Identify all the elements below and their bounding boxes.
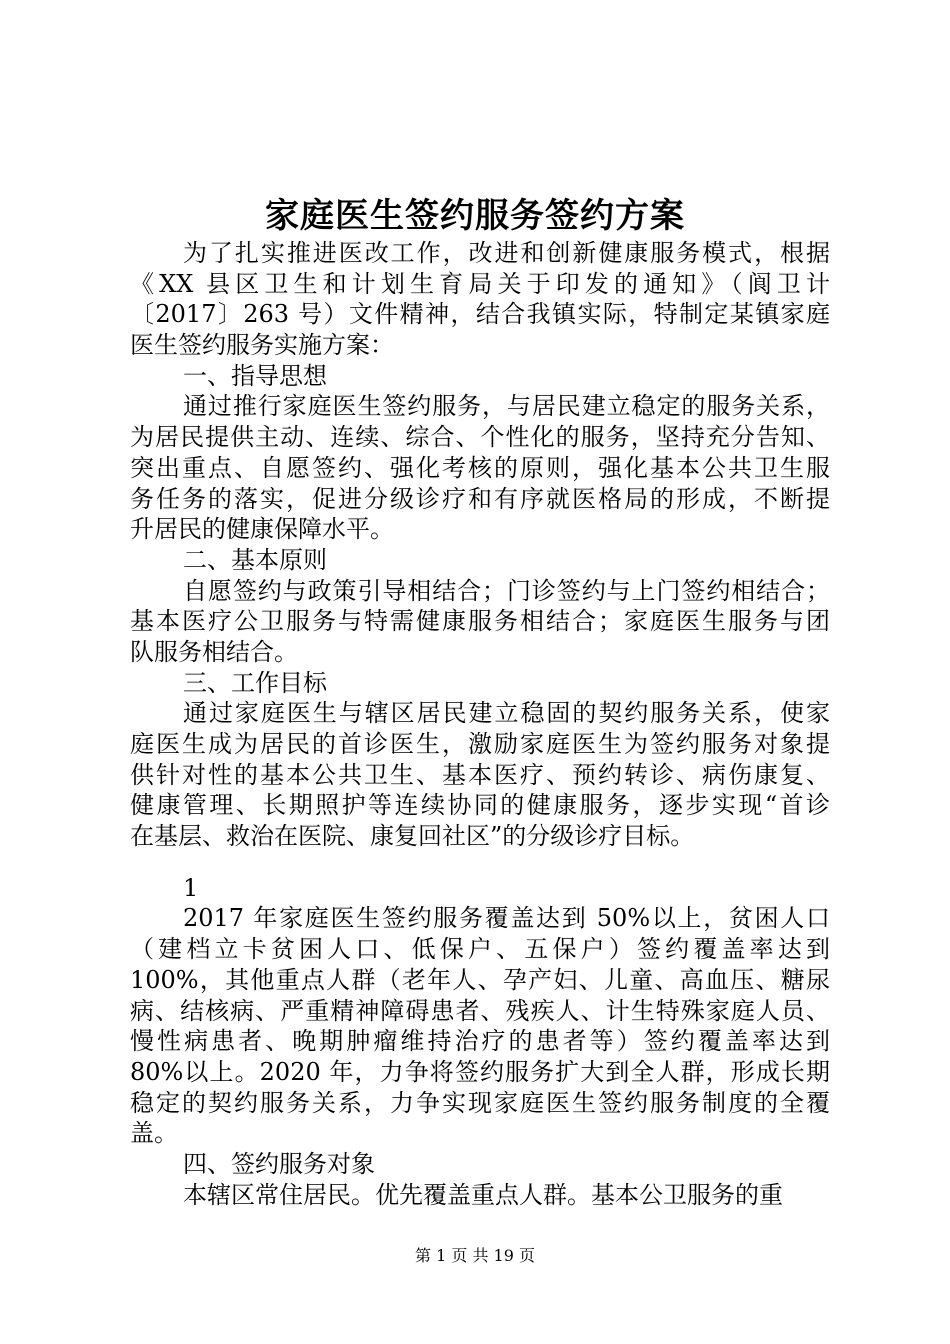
paragraph bbox=[130, 238, 830, 361]
paragraph bbox=[130, 698, 830, 851]
text-line: 通过家庭医生与辖区居民建立稳固的契约服务关系，使家 bbox=[183, 699, 830, 728]
text-line: 突出重点、自愿签约、强化考核的原则，强化基本公共卫生服 bbox=[130, 453, 830, 482]
text-line: 1 bbox=[183, 873, 199, 902]
text-line: 为了扎实推进医改工作，改进和创新健康服务模式，根据 bbox=[183, 239, 830, 267]
text-line: 稳定的契约服务关系，力争实现家庭医生签约服务制度的全覆 bbox=[130, 1088, 830, 1117]
text-line: 基本医疗公卫服务与特需健康服务相结合；家庭医生服务与团 bbox=[130, 607, 830, 636]
text-line: 供针对性的基本公共卫生、基本医疗、预约转诊、病伤康复、 bbox=[130, 760, 830, 789]
paragraph bbox=[130, 1149, 830, 1180]
text-line: 健康管理、长期照护等连续协同的健康服务，逐步实现“首诊 bbox=[130, 791, 830, 820]
text-line: 〔2017〕263 号）文件精神，结合我镇实际，特制定某镇家庭 bbox=[130, 300, 830, 329]
text-line: 100%，其他重点人群（老年人、孕产妇、儿童、高血压、糖尿 bbox=[130, 965, 830, 994]
text-line: 2017 年家庭医生签约服务覆盖达到 50%以上，贫困人口 bbox=[183, 904, 830, 933]
text-line: 庭医生成为居民的首诊医生，激励家庭医生为签约服务对象提 bbox=[130, 730, 830, 758]
text-line: 在基层、救治在医院、康复回社区”的分级诊疗目标。 bbox=[130, 822, 695, 851]
paragraph bbox=[130, 391, 830, 544]
text-line: 医生签约服务实施方案： bbox=[130, 331, 394, 360]
text-line: （建档立卡贫困人口、低保户、五保户）签约覆盖率达到 bbox=[130, 935, 830, 964]
text-line: 二、基本原则 bbox=[183, 545, 327, 574]
paragraph bbox=[130, 545, 830, 576]
text-line: 四、签约服务对象 bbox=[183, 1149, 375, 1178]
document-title: 家庭医生签约服务签约方案 bbox=[265, 196, 685, 236]
paragraph bbox=[130, 903, 830, 1149]
text-line: 通过推行家庭医生签约服务，与居民建立稳定的服务关系， bbox=[183, 392, 830, 421]
text-line: 三、工作目标 bbox=[183, 668, 327, 697]
paragraph bbox=[130, 1180, 830, 1211]
page-footer: 第 1 页 共 19 页 bbox=[415, 1246, 535, 1265]
text-line: 本辖区常住居民。优先覆盖重点人群。基本公卫服务的重 bbox=[183, 1180, 783, 1209]
text-line: 《XX 县区卫生和计划生育局关于印发的通知》（阆卫计 bbox=[130, 269, 830, 298]
text-line: 为居民提供主动、连续、综合、个性化的服务，坚持充分告知、 bbox=[130, 423, 830, 452]
text-line: 盖。 bbox=[130, 1119, 178, 1148]
paragraph bbox=[130, 873, 830, 904]
document-body bbox=[130, 238, 830, 1210]
text-line: 慢性病患者、晚期肿瘤维持治疗的患者等）签约覆盖率达到 bbox=[130, 1027, 830, 1056]
text-line: 务任务的落实，促进分级诊疗和有序就医格局的形成，不断提 bbox=[130, 484, 830, 513]
paragraph bbox=[130, 576, 830, 668]
text-line: 升居民的健康保障水平。 bbox=[130, 515, 394, 544]
text-line: 队服务相结合。 bbox=[130, 637, 298, 666]
paragraph bbox=[130, 668, 830, 699]
paragraph bbox=[130, 361, 830, 392]
text-line: 一、指导思想 bbox=[183, 361, 327, 390]
text-line: 80%以上。2020 年，力争将签约服务扩大到全人群，形成长期 bbox=[130, 1057, 830, 1086]
text-line: 自愿签约与政策引导相结合；门诊签约与上门签约相结合； bbox=[183, 576, 830, 605]
text-line: 病、结核病、严重精神障碍患者、残疾人、计生特殊家庭人员、 bbox=[130, 996, 830, 1025]
